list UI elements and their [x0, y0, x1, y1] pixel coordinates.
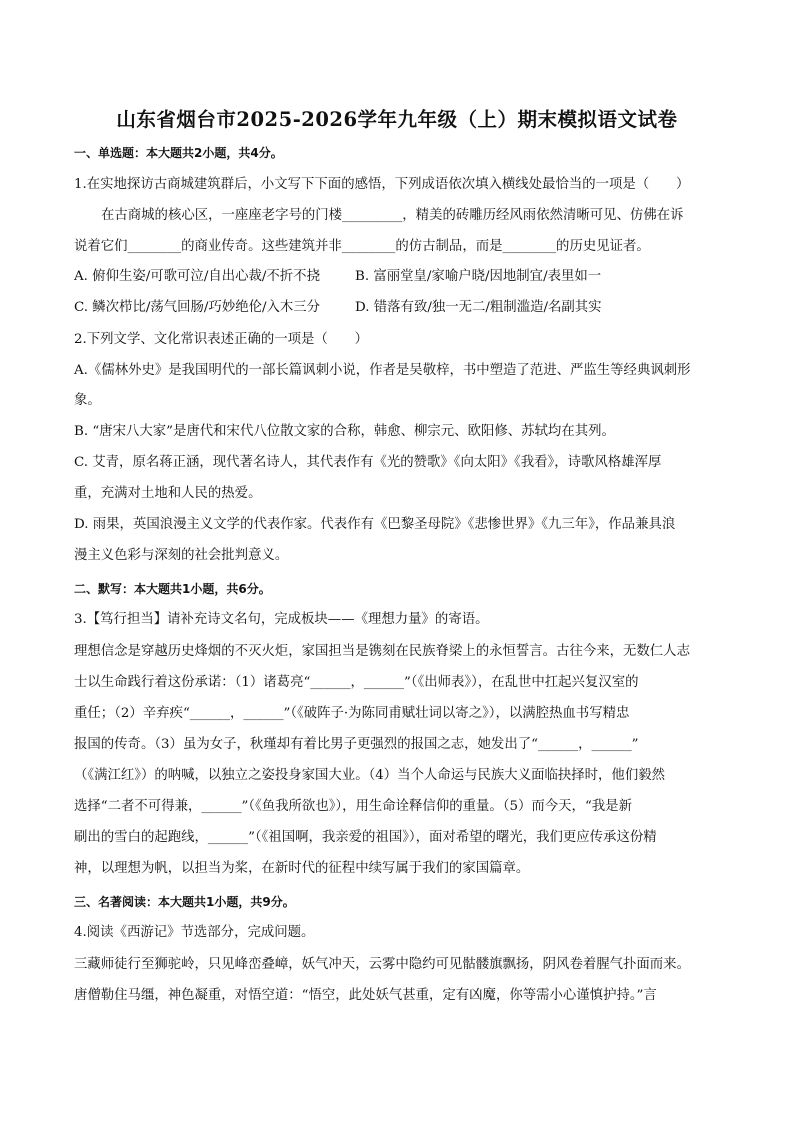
question-2-option-c-cont: 重，充满对土地和人民的热爱。 — [74, 486, 262, 501]
question-1-stem: 1.在实地探访古商城建筑群后，小文写下下面的感悟，下列成语依次填入横线处最恰当的一项是（ ） — [74, 177, 690, 192]
question-1-option-b: B. 富丽堂皇/家喻户晓/因地制宜/表里如一 — [355, 269, 602, 284]
question-2-option-d: D. 雨果，英国浪漫主义文学的代表作家。代表作有《巴黎圣母院》《悲惨世界》《九三年》，作品兼具浪 — [74, 517, 676, 532]
question-1-passage-line: 在古商城的核心区，一座座老字号的门楼_________，精美的砖雕历经风雨依然清晰可见、仿佛在诉 — [101, 208, 684, 223]
question-1-option-c: C. 鳞次栉比/荡气回肠/巧妙绝伦/入木三分 — [74, 300, 321, 315]
question-2-option-c: C. 艾青，原名蒋正涵，现代著名诗人，其代表作有《光的赞歌》《向太阳》《我看》，诗歌风格雄浑厚 — [74, 455, 662, 470]
question-4-passage-line: 三藏师徒行至狮驼岭，只见峰峦叠嶂，妖气冲天，云雾中隐约可见骷髅旗飘扬，阴风卷着腥气扑面而来。 — [74, 957, 690, 972]
section-heading-classics-reading: 三、名著阅读：本大题共1小题，共9分。 — [74, 895, 295, 909]
question-3-passage-line: 选择“二者不可得兼，______”（《鱼我所欲也》），用生命诠释信仰的重量。（5）而今天，“我是新 — [74, 799, 632, 814]
question-3-passage-line: 重任；（2）辛弃疾“______，______”（《破阵子·为陈同甫赋壮词以寄之》），以满腔热血书写精忠 — [74, 706, 630, 721]
question-2-stem: 2.下列文学、文化常识表述正确的一项是（ ） — [74, 332, 368, 347]
question-4-stem: 4.阅读《西游记》节选部分，完成问题。 — [74, 925, 315, 940]
question-3-passage-line: 刷出的雪白的起跑线，______”（《祖国啊，我亲爱的祖国》），面对希望的曙光，我们更应传承这份精 — [74, 830, 657, 845]
question-2-option-a: A.《儒林外史》是我国明代的一部长篇讽刺小说，作者是吴敬梓，书中塑造了范进、严监生等经典讽刺形 — [74, 363, 691, 378]
question-1-passage-line: 说着它们________的商业传奇。这些建筑并非________的仿古制品，而是________的历史见证者。 — [74, 239, 650, 254]
question-3-passage-line: 报国的传奇。（3）虽为女子，秋瑾却有着比男子更强烈的报国之志，她发出了“______，______” — [74, 737, 639, 752]
question-3-passage-line: 士以生命践行着这份承诺：（1）诸葛亮“______，______”（《出师表》），在乱世中扛起兴复汉室的 — [74, 675, 639, 690]
question-2-option-b: B. “唐宋八大家”是唐代和宋代八位散文家的合称，韩愈、柳宗元、欧阳修、苏轼均在其列。 — [74, 424, 615, 439]
question-2-option-a-cont: 象。 — [74, 393, 101, 408]
section-heading-single-choice: 一、单选题：本大题共2小题，共4分。 — [74, 146, 283, 160]
question-3-passage-line: （《满江红》）的呐喊，以独立之姿投身家国大业。（4）当个人命运与民族大义面临抉择时，他们毅然 — [74, 768, 665, 783]
question-4-passage-line: 唐僧勒住马缰，神色凝重，对悟空道：“悟空，此处妖气甚重，定有凶魔，你等需小心谨慎护持。”言 — [74, 988, 657, 1003]
section-heading-dictation: 二、默写：本大题共1小题，共6分。 — [74, 582, 271, 596]
exam-title: 山东省烟台市2025-2026学年九年级（上）期末模拟语文试卷 — [116, 108, 678, 131]
question-3-stem: 3.【笃行担当】请补充诗文名句，完成板块——《理想力量》的寄语。 — [74, 612, 489, 627]
question-2-option-d-cont: 漫主义色彩与深刻的社会批判意义。 — [74, 548, 289, 563]
question-1-option-d: D. 错落有致/独一无二/粗制滥造/名副其实 — [355, 300, 602, 315]
question-3-passage-line: 神，以理想为帆，以担当为桨，在新时代的征程中续写属于我们的家国篇章。 — [74, 861, 530, 876]
question-3-passage-line: 理想信念是穿越历史烽烟的不灭火炬，家国担当是镌刻在民族脊梁上的永恒誓言。古往今来，无数仁人志 — [74, 644, 690, 659]
question-1-option-a: A. 俯仰生姿/可歌可泣/自出心裁/不折不挠 — [74, 269, 320, 284]
